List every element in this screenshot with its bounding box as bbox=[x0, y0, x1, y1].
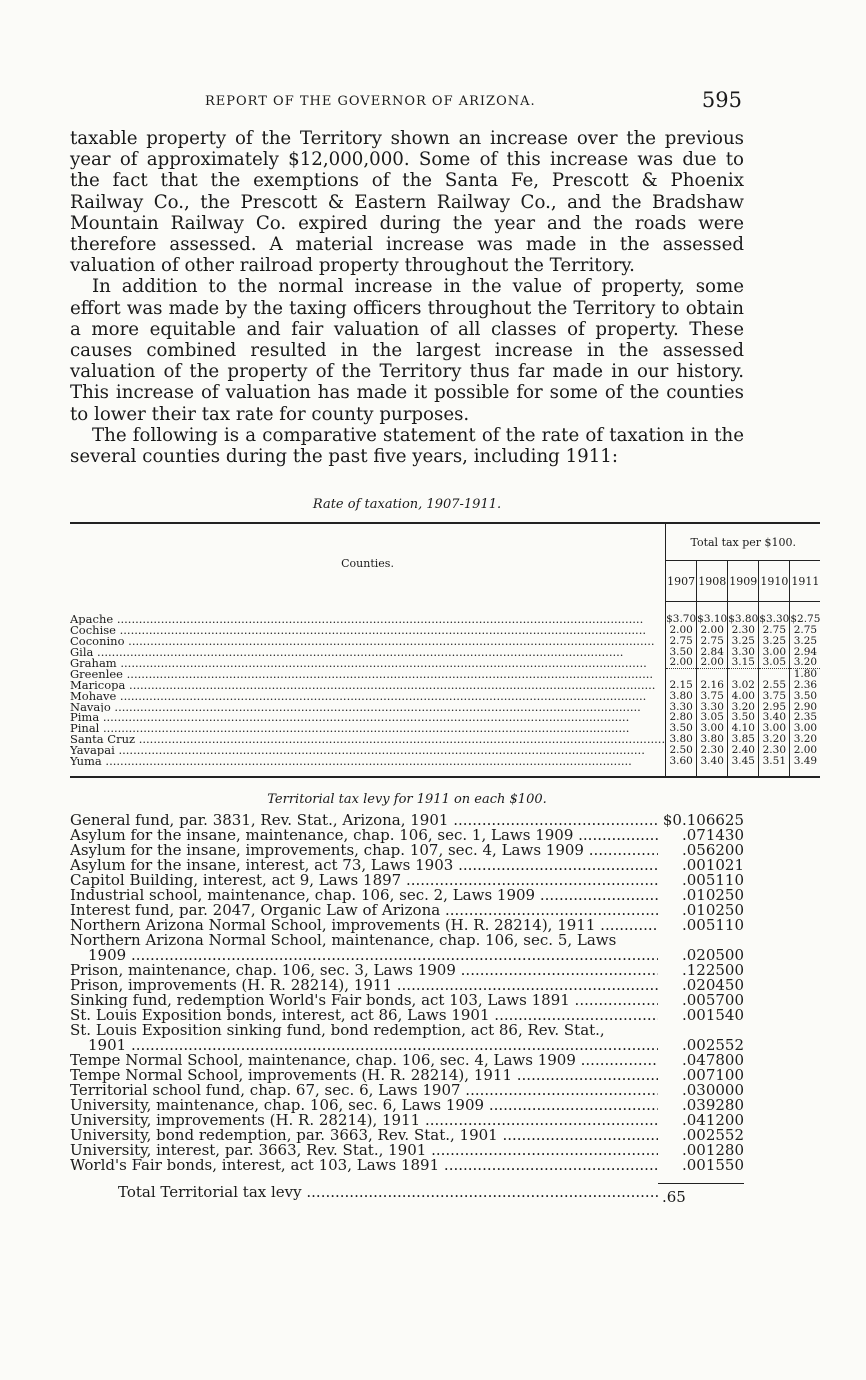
rate-cell: 2.35 bbox=[790, 712, 821, 723]
levy-description-text: Asylum for the insane, maintenance, chap. 106, sec. 1, Laws 1909 bbox=[70, 828, 574, 844]
rate-cell: 2.75 bbox=[790, 625, 821, 636]
rate-cell: 3.25 bbox=[728, 636, 759, 647]
county-name bbox=[70, 745, 666, 756]
rate-cell: 3.05 bbox=[759, 657, 790, 668]
levy-amount: .005110 bbox=[681, 871, 744, 890]
levy-description-text: St. Louis Exposition bonds, interest, act 86, Laws 1901 bbox=[70, 1008, 490, 1024]
levy-amount: .001280 bbox=[681, 1141, 744, 1160]
levy-description bbox=[70, 843, 658, 858]
rate-cell: 2.00 bbox=[697, 657, 728, 668]
table-row bbox=[70, 602, 820, 625]
levy-total-label bbox=[70, 1183, 658, 1206]
rate-cell: 3.05 bbox=[697, 712, 728, 723]
running-title: REPORT OF THE GOVERNOR OF ARIZONA. bbox=[205, 94, 536, 109]
rate-cell: 2.36 bbox=[790, 680, 821, 691]
levy-total-amount: .65 bbox=[658, 1183, 744, 1206]
rate-cell: 3.00 bbox=[790, 723, 821, 734]
rate-cell: 3.00 bbox=[697, 723, 728, 734]
rate-cell: 2.94 bbox=[790, 647, 821, 658]
county-name bbox=[70, 636, 666, 647]
levy-description bbox=[70, 1113, 658, 1128]
levy-description-text: 1901 bbox=[88, 1038, 127, 1054]
year-header: 1908 bbox=[697, 561, 728, 602]
rate-cell: 3.20 bbox=[790, 734, 821, 745]
levy-item bbox=[70, 1128, 744, 1143]
rate-table bbox=[70, 522, 820, 778]
county-label: Pinal bbox=[70, 723, 100, 735]
rate-cell: 3.49 bbox=[790, 756, 821, 778]
rate-cell: 3.30 bbox=[697, 702, 728, 713]
county-label: Mohave bbox=[70, 690, 117, 702]
levy-list bbox=[70, 813, 744, 1173]
levy-description bbox=[70, 1128, 658, 1143]
levy-description-text: Capitol Building, interest, act 9, Laws 1897 bbox=[70, 873, 402, 889]
levy-amount: .005700 bbox=[681, 991, 744, 1010]
levy-description bbox=[70, 828, 658, 843]
rate-cell: 2.75 bbox=[759, 625, 790, 636]
levy-item-continued bbox=[70, 1038, 744, 1053]
levy-amount: .030000 bbox=[681, 1081, 744, 1100]
county-name bbox=[70, 723, 666, 734]
rate-cell: 2.15 bbox=[669, 679, 693, 692]
county-label: Santa Cruz bbox=[70, 734, 136, 745]
levy-amount: .007100 bbox=[681, 1066, 744, 1085]
rate-cell: 3.30 bbox=[728, 647, 759, 658]
levy-description-text: Territorial school fund, chap. 67, sec. 6, Laws 1907 bbox=[70, 1083, 461, 1099]
county-label: Yavapai bbox=[70, 744, 115, 756]
levy-description: St. Louis Exposition sinking fund, bond redemption, act 86, Rev. Stat., bbox=[70, 1023, 605, 1039]
levy-item bbox=[70, 1083, 744, 1098]
levy-item bbox=[70, 858, 744, 873]
rate-cell: 3.25 bbox=[790, 636, 821, 647]
rate-cell: 2.00 bbox=[697, 625, 728, 636]
county-name bbox=[70, 647, 666, 658]
rate-cell: 3.45 bbox=[728, 756, 759, 778]
levy-amount: .010250 bbox=[681, 901, 744, 920]
levy-item bbox=[70, 1158, 744, 1173]
paragraph: The following is a comparative statement of the rate of taxation in the several counties during the past five years, including 1911: bbox=[70, 424, 744, 468]
county-name bbox=[70, 625, 666, 636]
levy-amount: .010250 bbox=[681, 886, 744, 905]
county-label: Apache bbox=[70, 612, 114, 626]
rate-cell: 3.75 bbox=[759, 691, 790, 702]
levy-description bbox=[70, 1083, 658, 1098]
rate-cell: 3.20 bbox=[759, 734, 790, 745]
levy-description-text: Prison, maintenance, chap. 106, sec. 3, Laws 1909 bbox=[70, 963, 456, 979]
rate-cell: 3.85 bbox=[728, 734, 759, 745]
levy-description bbox=[70, 978, 658, 993]
levy-amount: .002552 bbox=[681, 1126, 744, 1145]
county-name bbox=[70, 712, 666, 723]
levy-description bbox=[70, 1158, 658, 1173]
rate-cell: $3.10 bbox=[697, 602, 728, 625]
county-name bbox=[70, 756, 666, 778]
levy-amount: $0.106625 bbox=[662, 811, 744, 830]
paragraph: In addition to the normal increase in the value of property, some effort was made by the taxing officers throughout the Territory to obtain a more equitable and fair valuation of all classes of property. These causes combined resulted in the largest increase in the assessed valuation of the property of the Territory thus far made in our history. This increase of valuation has made it possible for some of the counties to lower their tax rate for county purposes. bbox=[70, 276, 744, 425]
county-label: Greenlee bbox=[70, 668, 123, 681]
rate-cell: 2.30 bbox=[697, 745, 728, 756]
rate-cell: 3.60 bbox=[669, 754, 693, 767]
levy-description-text: University, improvements (H. R. 28214), 1911 bbox=[70, 1113, 421, 1129]
year-header: 1911 bbox=[790, 561, 821, 602]
rate-cell: 3.30 bbox=[669, 700, 693, 713]
levy-description-text: Asylum for the insane, improvements, chap. 107, sec. 4, Laws 1909 bbox=[70, 843, 584, 859]
levy-item bbox=[70, 888, 744, 903]
county-label: Maricopa bbox=[70, 680, 126, 691]
county-name bbox=[70, 669, 666, 680]
page-number: 595 bbox=[701, 88, 742, 112]
rate-cell: 3.40 bbox=[697, 756, 728, 778]
levy-item bbox=[70, 1143, 744, 1158]
levy-description-text: Interest fund, par. 2047, Organic Law of Arizona bbox=[70, 903, 441, 919]
year-header: 1909 bbox=[728, 561, 759, 602]
levy-description-text: Sinking fund, redemption World's Fair bonds, act 103, Laws 1891 bbox=[70, 993, 570, 1009]
levy-description-text: University, maintenance, chap. 106, sec. 6, Laws 1909 bbox=[70, 1098, 485, 1114]
levy-description bbox=[70, 873, 658, 888]
rate-cell: 3.50 bbox=[790, 691, 821, 702]
levy-description bbox=[70, 1143, 658, 1158]
paragraph: taxable property of the Territory shown an increase over the previous year of approximately $12,000,000. Some of this increase was due to the fact that the exemptions of the Santa Fe, Prescott & Phoenix Railway Co., the Prescott & Eastern Railway Co., and the Bradshaw Mountain Railway Co. expired during the year and the roads were therefore assessed. A material increase was made in the assessed valuation of other railroad property throughout the Territory. bbox=[70, 128, 744, 277]
levy-description bbox=[70, 813, 658, 828]
levy-item bbox=[70, 1068, 744, 1083]
rate-cell: 3.20 bbox=[790, 657, 821, 668]
rate-cell: 3.50 bbox=[669, 722, 693, 735]
levy-description-text: Prison, improvements (H. R. 28214), 1911 bbox=[70, 978, 392, 994]
document-page bbox=[70, 88, 821, 1207]
rate-cell: 2.80 bbox=[669, 711, 693, 724]
levy-item bbox=[70, 813, 744, 828]
levy-amount: .039280 bbox=[681, 1096, 744, 1115]
rate-cell: 3.50 bbox=[669, 645, 693, 658]
rate-table-caption: Rate of taxation, 1907-1911. bbox=[312, 497, 502, 513]
rate-cell: 3.00 bbox=[759, 647, 790, 658]
levy-description-text: University, interest, par. 3663, Rev. Stat., 1901 bbox=[70, 1143, 427, 1159]
rate-cell: 2.40 bbox=[728, 745, 759, 756]
levy-description-text: Northern Arizona Normal School, improvements (H. R. 28214), 1911 bbox=[70, 918, 596, 934]
county-label: Navajo bbox=[70, 701, 111, 713]
levy-description: Northern Arizona Normal School, maintenance, chap. 106, sec. 5, Laws bbox=[70, 933, 617, 949]
rate-cell: 4.10 bbox=[728, 723, 759, 734]
rate-cell: 4.00 bbox=[728, 691, 759, 702]
levy-description-text: Tempe Normal School, improvements (H. R. 28214), 1911 bbox=[70, 1068, 512, 1084]
levy-item bbox=[70, 1113, 744, 1128]
levy-description-continued bbox=[70, 1038, 658, 1053]
rate-cell: 2.50 bbox=[669, 743, 693, 756]
levy-item bbox=[70, 1008, 744, 1023]
levy-item bbox=[70, 963, 744, 978]
rate-cell: 2.90 bbox=[790, 702, 821, 713]
levy-description-text: World's Fair bonds, interest, act 103, Laws 1891 bbox=[70, 1158, 440, 1174]
county-name bbox=[70, 602, 666, 625]
rate-cell: 2.00 bbox=[790, 745, 821, 756]
rate-cell: 3.00 bbox=[759, 723, 790, 734]
levy-amount: .001550 bbox=[681, 1156, 744, 1175]
levy-description bbox=[70, 1068, 658, 1083]
levy-item bbox=[70, 1098, 744, 1113]
levy-item bbox=[70, 993, 744, 1008]
total-tax-header: Total tax per $100. bbox=[666, 523, 821, 561]
county-label: Gila bbox=[70, 646, 94, 658]
rate-cell: 2.75 bbox=[697, 636, 728, 647]
levy-description bbox=[70, 858, 658, 873]
county-label: Cochise bbox=[70, 625, 116, 636]
rate-cell: 2.00 bbox=[669, 624, 693, 637]
table-row bbox=[70, 745, 820, 756]
levy-amount: .020500 bbox=[681, 946, 744, 965]
rate-cell: 3.02 bbox=[728, 680, 759, 691]
rate-cell: 2.84 bbox=[697, 647, 728, 658]
county-label: Pima bbox=[70, 712, 100, 724]
levy-description bbox=[70, 1008, 658, 1023]
rate-cell: 2.55 bbox=[759, 680, 790, 691]
levy-item bbox=[70, 843, 744, 858]
levy-description-text: University, bond redemption, par. 3663, Rev. Stat., 1901 bbox=[70, 1128, 498, 1144]
rate-cell: 3.51 bbox=[759, 756, 790, 778]
table-row bbox=[70, 691, 820, 702]
rate-cell: 3.80 bbox=[697, 734, 728, 745]
levy-amount: .001021 bbox=[681, 856, 744, 875]
levy-amount: .047800 bbox=[681, 1051, 744, 1070]
rate-cell: 2.95 bbox=[759, 702, 790, 713]
rate-cell: $3.70 bbox=[666, 613, 697, 626]
levy-item-continued bbox=[70, 948, 744, 963]
county-label: Yuma bbox=[70, 755, 102, 768]
levy-amount: .005110 bbox=[681, 916, 744, 935]
rate-cell: 2.30 bbox=[759, 745, 790, 756]
rate-cell: 3.40 bbox=[759, 712, 790, 723]
levy-item bbox=[70, 873, 744, 888]
levy-total-row bbox=[70, 1183, 744, 1206]
levy-item bbox=[70, 918, 744, 933]
levy-amount: .071430 bbox=[681, 826, 744, 845]
county-label: Graham bbox=[70, 657, 117, 669]
levy-description bbox=[70, 888, 658, 903]
table-row bbox=[70, 657, 820, 668]
levy-item bbox=[70, 903, 744, 918]
levy-description-text: Asylum for the insane, interest, act 73, Laws 1903 bbox=[70, 858, 454, 874]
levy-description bbox=[70, 918, 658, 933]
levy-item bbox=[70, 933, 744, 948]
levy-amount: .020450 bbox=[681, 976, 744, 995]
year-header: 1907 bbox=[666, 561, 697, 602]
levy-amount: .001540 bbox=[681, 1006, 744, 1025]
rate-cell: 2.30 bbox=[728, 625, 759, 636]
levy-amount: .002552 bbox=[681, 1036, 744, 1055]
county-label: Coconino bbox=[70, 635, 125, 647]
rate-cell: 1.80 bbox=[790, 669, 821, 680]
rate-cell: 3.80 bbox=[669, 689, 693, 702]
page-header bbox=[70, 88, 744, 128]
rate-cell: $3.30 bbox=[759, 602, 790, 625]
levy-caption: Territorial tax levy for 1911 on each $100. bbox=[267, 792, 547, 808]
county-name bbox=[70, 734, 666, 745]
levy-description bbox=[70, 903, 658, 918]
county-name bbox=[70, 702, 666, 713]
rate-cell: 3.20 bbox=[728, 702, 759, 713]
rate-cell: 2.16 bbox=[697, 680, 728, 691]
rate-cell: $3.80 bbox=[728, 602, 759, 625]
levy-description bbox=[70, 1053, 658, 1068]
levy-description bbox=[70, 993, 658, 1008]
counties-header: Counties. bbox=[70, 523, 666, 602]
rate-cell: 3.80 bbox=[669, 733, 693, 746]
rate-cell: 2.00 bbox=[666, 657, 697, 668]
levy-description-continued bbox=[70, 948, 658, 963]
levy-description bbox=[70, 963, 658, 978]
levy-description-text: General fund, par. 3831, Rev. Stat., Arizona, 1901 bbox=[70, 813, 449, 829]
county-name bbox=[70, 657, 666, 668]
levy-amount: .041200 bbox=[681, 1111, 744, 1130]
county-name bbox=[70, 680, 666, 691]
levy-item bbox=[70, 1053, 744, 1068]
year-header: 1910 bbox=[759, 561, 790, 602]
rate-cell: 3.75 bbox=[697, 691, 728, 702]
county-name bbox=[70, 691, 666, 702]
rate-cell: 2.75 bbox=[669, 634, 693, 647]
levy-amount: .122500 bbox=[681, 961, 744, 980]
levy-description bbox=[70, 1098, 658, 1113]
rate-cell: 3.50 bbox=[728, 712, 759, 723]
levy-description-text: 1909 bbox=[88, 948, 127, 964]
rate-cell: 3.15 bbox=[728, 657, 759, 668]
levy-total-text: Total Territorial tax levy bbox=[118, 1183, 302, 1202]
levy-item bbox=[70, 978, 744, 993]
levy-description-text: Tempe Normal School, maintenance, chap. 106, sec. 4, Laws 1909 bbox=[70, 1053, 576, 1069]
levy-description-text: Industrial school, maintenance, chap. 106, sec. 2, Laws 1909 bbox=[70, 888, 536, 904]
levy-amount: .056200 bbox=[681, 841, 744, 860]
rate-cell: $2.75 bbox=[790, 602, 821, 625]
rate-cell: 3.25 bbox=[759, 636, 790, 647]
table-row bbox=[70, 756, 820, 778]
levy-item bbox=[70, 828, 744, 843]
levy-item bbox=[70, 1023, 744, 1038]
